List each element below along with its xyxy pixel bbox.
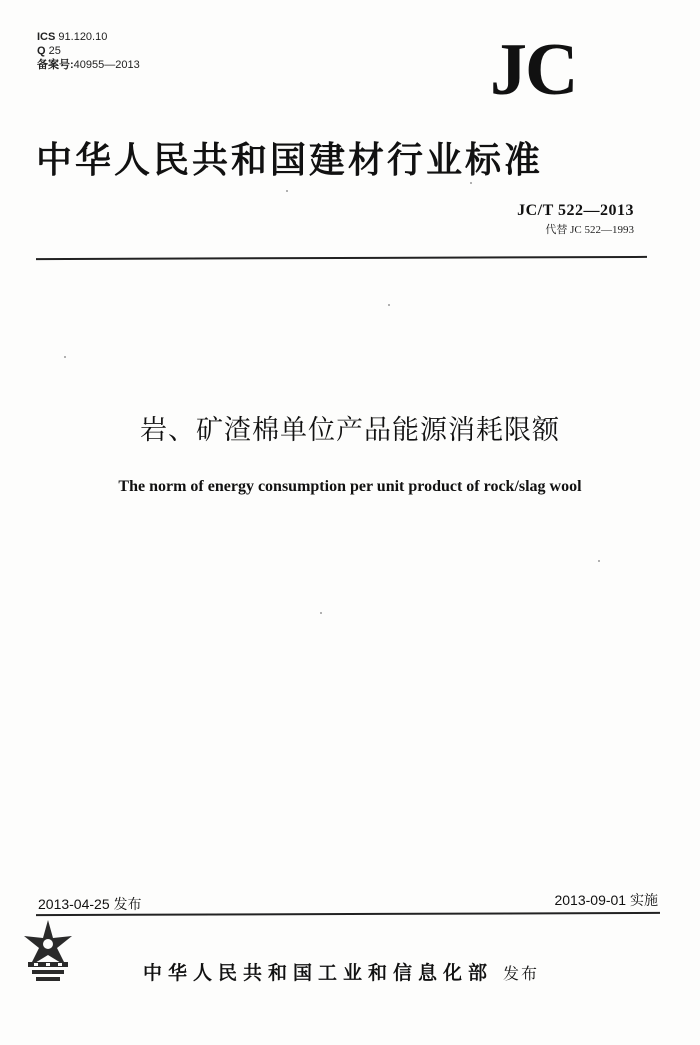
chinese-title: 岩、矿渣棉单位产品能源消耗限额 — [140, 415, 560, 446]
english-title: The norm of energy consumption per unit product of rock/slag wool — [118, 478, 582, 495]
issuing-body-title: 中华人民共和国建材行业标准 — [36, 140, 544, 181]
scan-speck — [470, 182, 472, 184]
ics-code: ICS 91.120.10 — [37, 31, 108, 43]
publisher-line — [143, 958, 539, 985]
scan-speck — [286, 190, 288, 192]
replaces-standard: 代替 JC 522—1993 — [545, 224, 634, 236]
standard-number: JC/T 522—2013 — [517, 202, 634, 219]
publisher-suffix: 发布 — [503, 964, 540, 983]
scan-speck — [64, 356, 66, 358]
q-code: Q 25 — [37, 45, 61, 57]
jc-logo: JC — [490, 29, 577, 111]
top-divider — [36, 256, 647, 260]
scan-speck — [598, 560, 600, 562]
ministry-emblem-icon — [22, 918, 74, 984]
effective-date: 2013-09-01 实施 — [554, 892, 658, 908]
publisher-name: 中华人民共和国工业和信息化部 — [143, 962, 494, 984]
record-number: 备案号:40955—2013 — [37, 59, 140, 71]
publish-date: 2013-04-25 发布 — [38, 896, 142, 912]
scan-speck — [388, 304, 390, 306]
classification-block — [37, 30, 140, 72]
scan-speck — [320, 612, 322, 614]
standard-number-block — [517, 202, 634, 237]
